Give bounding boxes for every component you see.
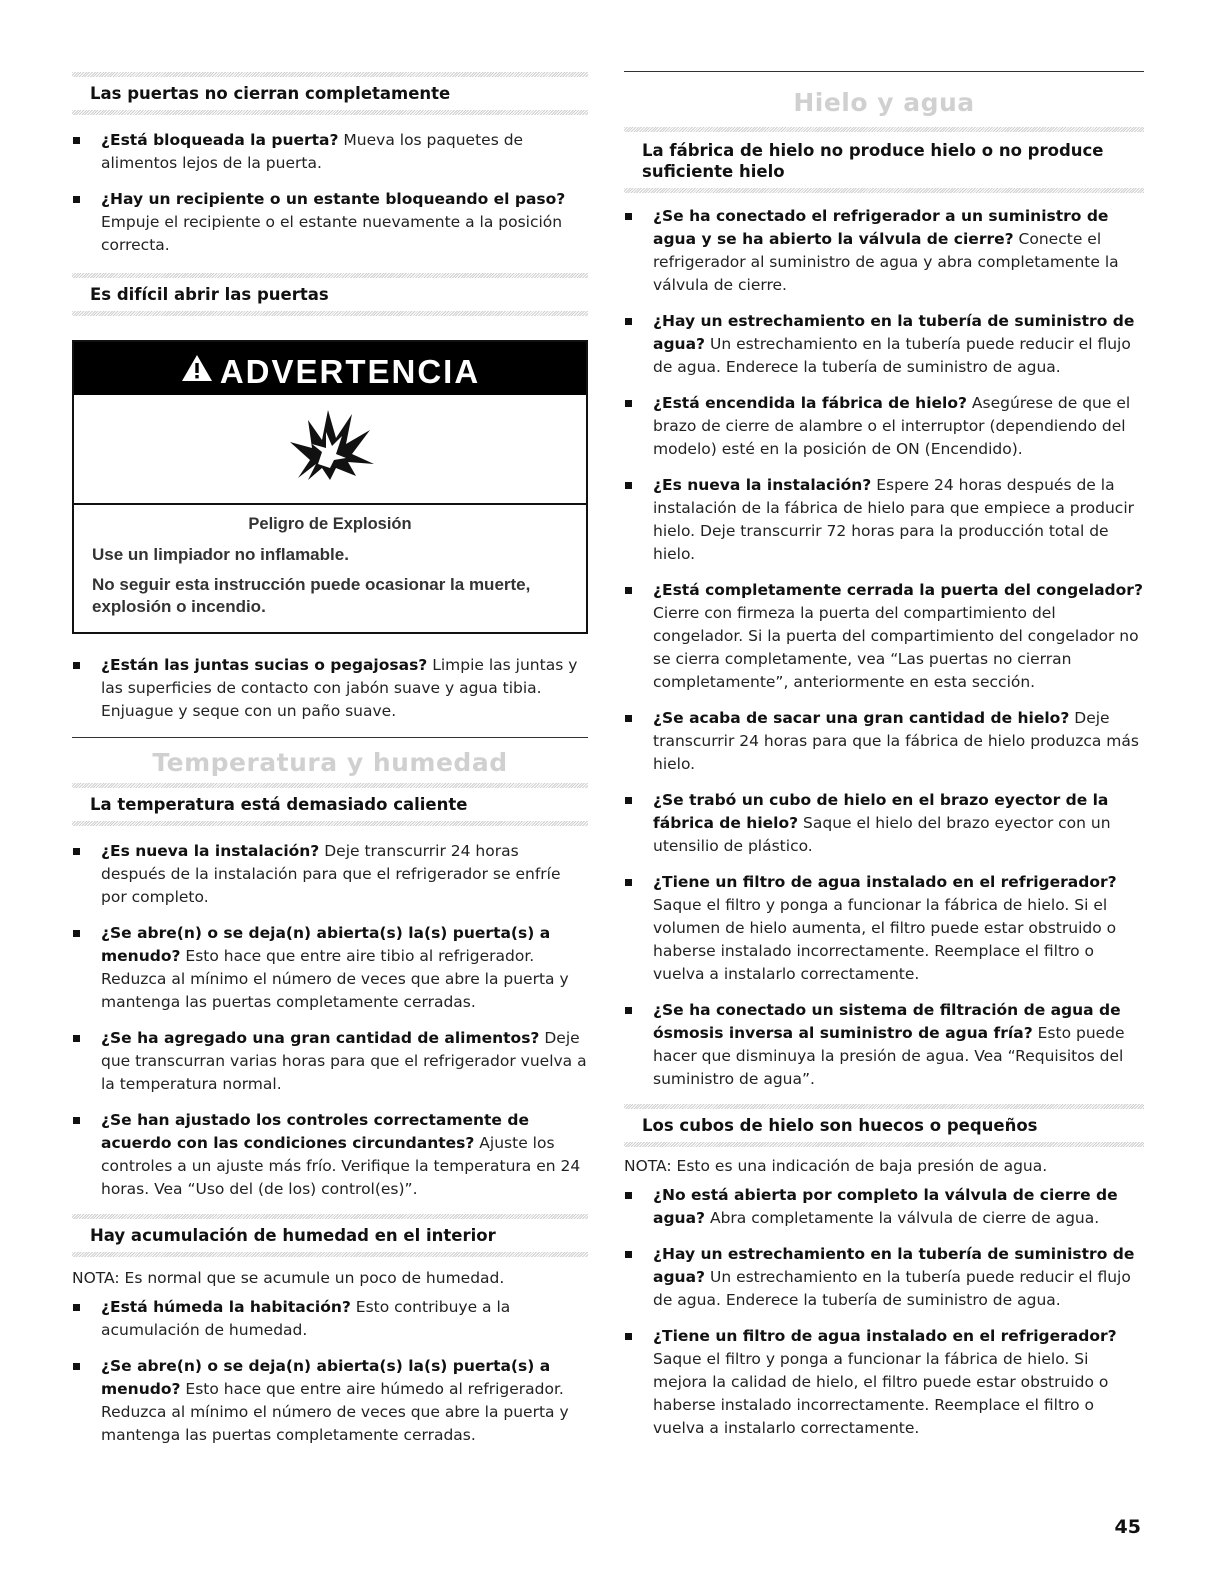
left-column (72, 0, 588, 1460)
list-item: ¿Se abre(n) o se deja(n) abierta(s) la(s) puerta(s) a menudo? Esto hace que entre aire tibio al refrigerador. Reduzca al mínimo el número de veces que abre la puerta y mantenga las puertas completamente cerradas. (72, 922, 588, 1014)
list-item: ¿Se trabó un cubo de hielo en el brazo eyector de la fábrica de hielo? Saque el hielo del brazo eyector con un utensilio de plástico. (624, 789, 1144, 858)
list-item: ¿Tiene un filtro de agua instalado en el refrigerador? Saque el filtro y ponga a funcionar la fábrica de hielo. Si mejora la calidad de hielo, el filtro puede estar obstruido o haberse instalado incorrectamente. Reemplace el filtro o vuelva a instalarlo correctamente. (624, 1325, 1144, 1440)
divider (72, 311, 588, 316)
list-item: ¿Está completamente cerrada la puerta del congelador? Cierre con firmeza la puerta del compartimiento del congelador. Si la puerta del compartimiento del congelador no se cierra completamente, vea “Las puertas no cierran completamente”, anteriormente en esta sección. (624, 579, 1144, 694)
list-item: ¿Se ha conectado el refrigerador a un suministro de agua y se ha abierto la válvula de cierre? Conecte el refrigerador al suministro de agua y abra completamente la válvula de cierre. (624, 205, 1144, 297)
warning-header (74, 342, 586, 395)
section-title: Temperatura y humedad (152, 748, 508, 777)
section-heading: Es difícil abrir las puertas (90, 285, 329, 304)
page-number: 45 (1114, 1516, 1141, 1538)
list-item: ¿Se ha agregado una gran cantidad de alimentos? Deje que transcurran varias horas para que el refrigerador vuelva a la temperatura normal. (72, 1027, 588, 1096)
divider (624, 188, 1144, 193)
divider (72, 110, 588, 115)
list-item: ¿Está encendida la fábrica de hielo? Asegúrese de que el brazo de cierre de alambre o el interruptor (dependiendo del modelo) esté en la posición de ON (Encendido). (624, 392, 1144, 461)
divider (72, 821, 588, 826)
list-item: ¿Es nueva la instalación? Deje transcurrir 24 horas después de la instalación para que el refrigerador se enfríe por completo. (72, 840, 588, 909)
section-heading: La fábrica de hielo no produce hielo o no produce suficiente hielo (642, 141, 1104, 181)
note: NOTA: Es normal que se acumule un poco de humedad. (72, 1269, 505, 1287)
list-item: ¿Se abre(n) o se deja(n) abierta(s) la(s) puerta(s) a menudo? Esto hace que entre aire húmedo al refrigerador. Reduzca al mínimo el número de veces que abre la puerta y mantenga las puertas completamente cerradas. (72, 1355, 588, 1447)
list-item: ¿Se acaba de sacar una gran cantidad de hielo? Deje transcurrir 24 horas para que la fábrica de hielo produzca más hielo. (624, 707, 1144, 776)
list-item: ¿Está bloqueada la puerta? Mueva los paquetes de alimentos lejos de la puerta. (72, 129, 588, 175)
section-heading: Hay acumulación de humedad en el interior (90, 1226, 496, 1245)
list-item: ¿Se ha conectado un sistema de filtración de agua de ósmosis inversa al suministro de agua fría? Esto puede hacer que disminuya la presión de agua. Vea “Requisitos del suministro de agua”. (624, 999, 1144, 1091)
section-heading: La temperatura está demasiado caliente (90, 795, 468, 814)
divider (72, 1252, 588, 1257)
list-item: ¿Hay un recipiente o un estante bloqueando el paso? Empuje el recipiente o el estante nuevamente a la posición correcta. (72, 188, 588, 257)
list-item: ¿No está abierta por completo la válvula de cierre de agua? Abra completamente la válvula de cierre de agua. (624, 1184, 1144, 1230)
bullet-list (72, 840, 588, 1201)
list-item: ¿Tiene un filtro de agua instalado en el refrigerador? Saque el filtro y ponga a funcionar la fábrica de hielo. Si el volumen de hielo aumenta, el filtro puede estar obstruido o haberse instalado incorrectamente. Reemplace el filtro o vuelva a instalarlo correctamente. (624, 871, 1144, 986)
bullet-list (624, 1184, 1144, 1440)
hazard-label: Peligro de Explosión (248, 515, 412, 533)
section-title: Hielo y agua (793, 88, 975, 117)
section-heading: Los cubos de hielo son huecos o pequeños (642, 1116, 1038, 1135)
warning-body (74, 505, 586, 632)
section-heading: Las puertas no cierran completamente (90, 84, 451, 103)
list-item: ¿Hay un estrechamiento en la tubería de suministro de agua? Un estrechamiento en la tubería puede reducir el flujo de agua. Enderece la tubería de suministro de agua. (624, 1243, 1144, 1312)
divider (624, 1142, 1144, 1147)
warning-triangle-icon (180, 345, 214, 398)
list-item: ¿Está húmeda la habitación? Esto contribuye a la acumulación de humedad. (72, 1296, 588, 1342)
warning-box (72, 340, 588, 634)
bullet-list (624, 205, 1144, 1091)
warning-title: ADVERTENCIA (219, 352, 481, 390)
note: NOTA: Esto es una indicación de baja presión de agua. (624, 1157, 1048, 1175)
explosion-icon (74, 395, 586, 505)
list-item: ¿Están las juntas sucias o pegajosas? Limpie las juntas y las superficies de contacto con jabón suave y agua tibia. Enjuague y seque con un paño suave. (72, 654, 588, 723)
bullet-list (72, 129, 588, 257)
warning-line: Use un limpiador no inflamable. (92, 545, 349, 564)
list-item: ¿Se han ajustado los controles correctamente de acuerdo con las condiciones circundantes? Ajuste los controles a un ajuste más frío. Verifique la temperatura en 24 horas. Vea “Uso del (de los) control(es)”. (72, 1109, 588, 1201)
right-column (624, 0, 1144, 1453)
bullet-list (72, 1296, 588, 1447)
warning-line: No seguir esta instrucción puede ocasionar la muerte, explosión o incendio. (92, 575, 531, 616)
list-item: ¿Hay un estrechamiento en la tubería de suministro de agua? Un estrechamiento en la tubería puede reducir el flujo de agua. Enderece la tubería de suministro de agua. (624, 310, 1144, 379)
list-item: ¿Es nueva la instalación? Espere 24 horas después de la instalación de la fábrica de hielo para que empiece a producir hielo. Deje transcurrir 72 horas para la producción total de hielo. (624, 474, 1144, 566)
bullet-list (72, 654, 588, 723)
